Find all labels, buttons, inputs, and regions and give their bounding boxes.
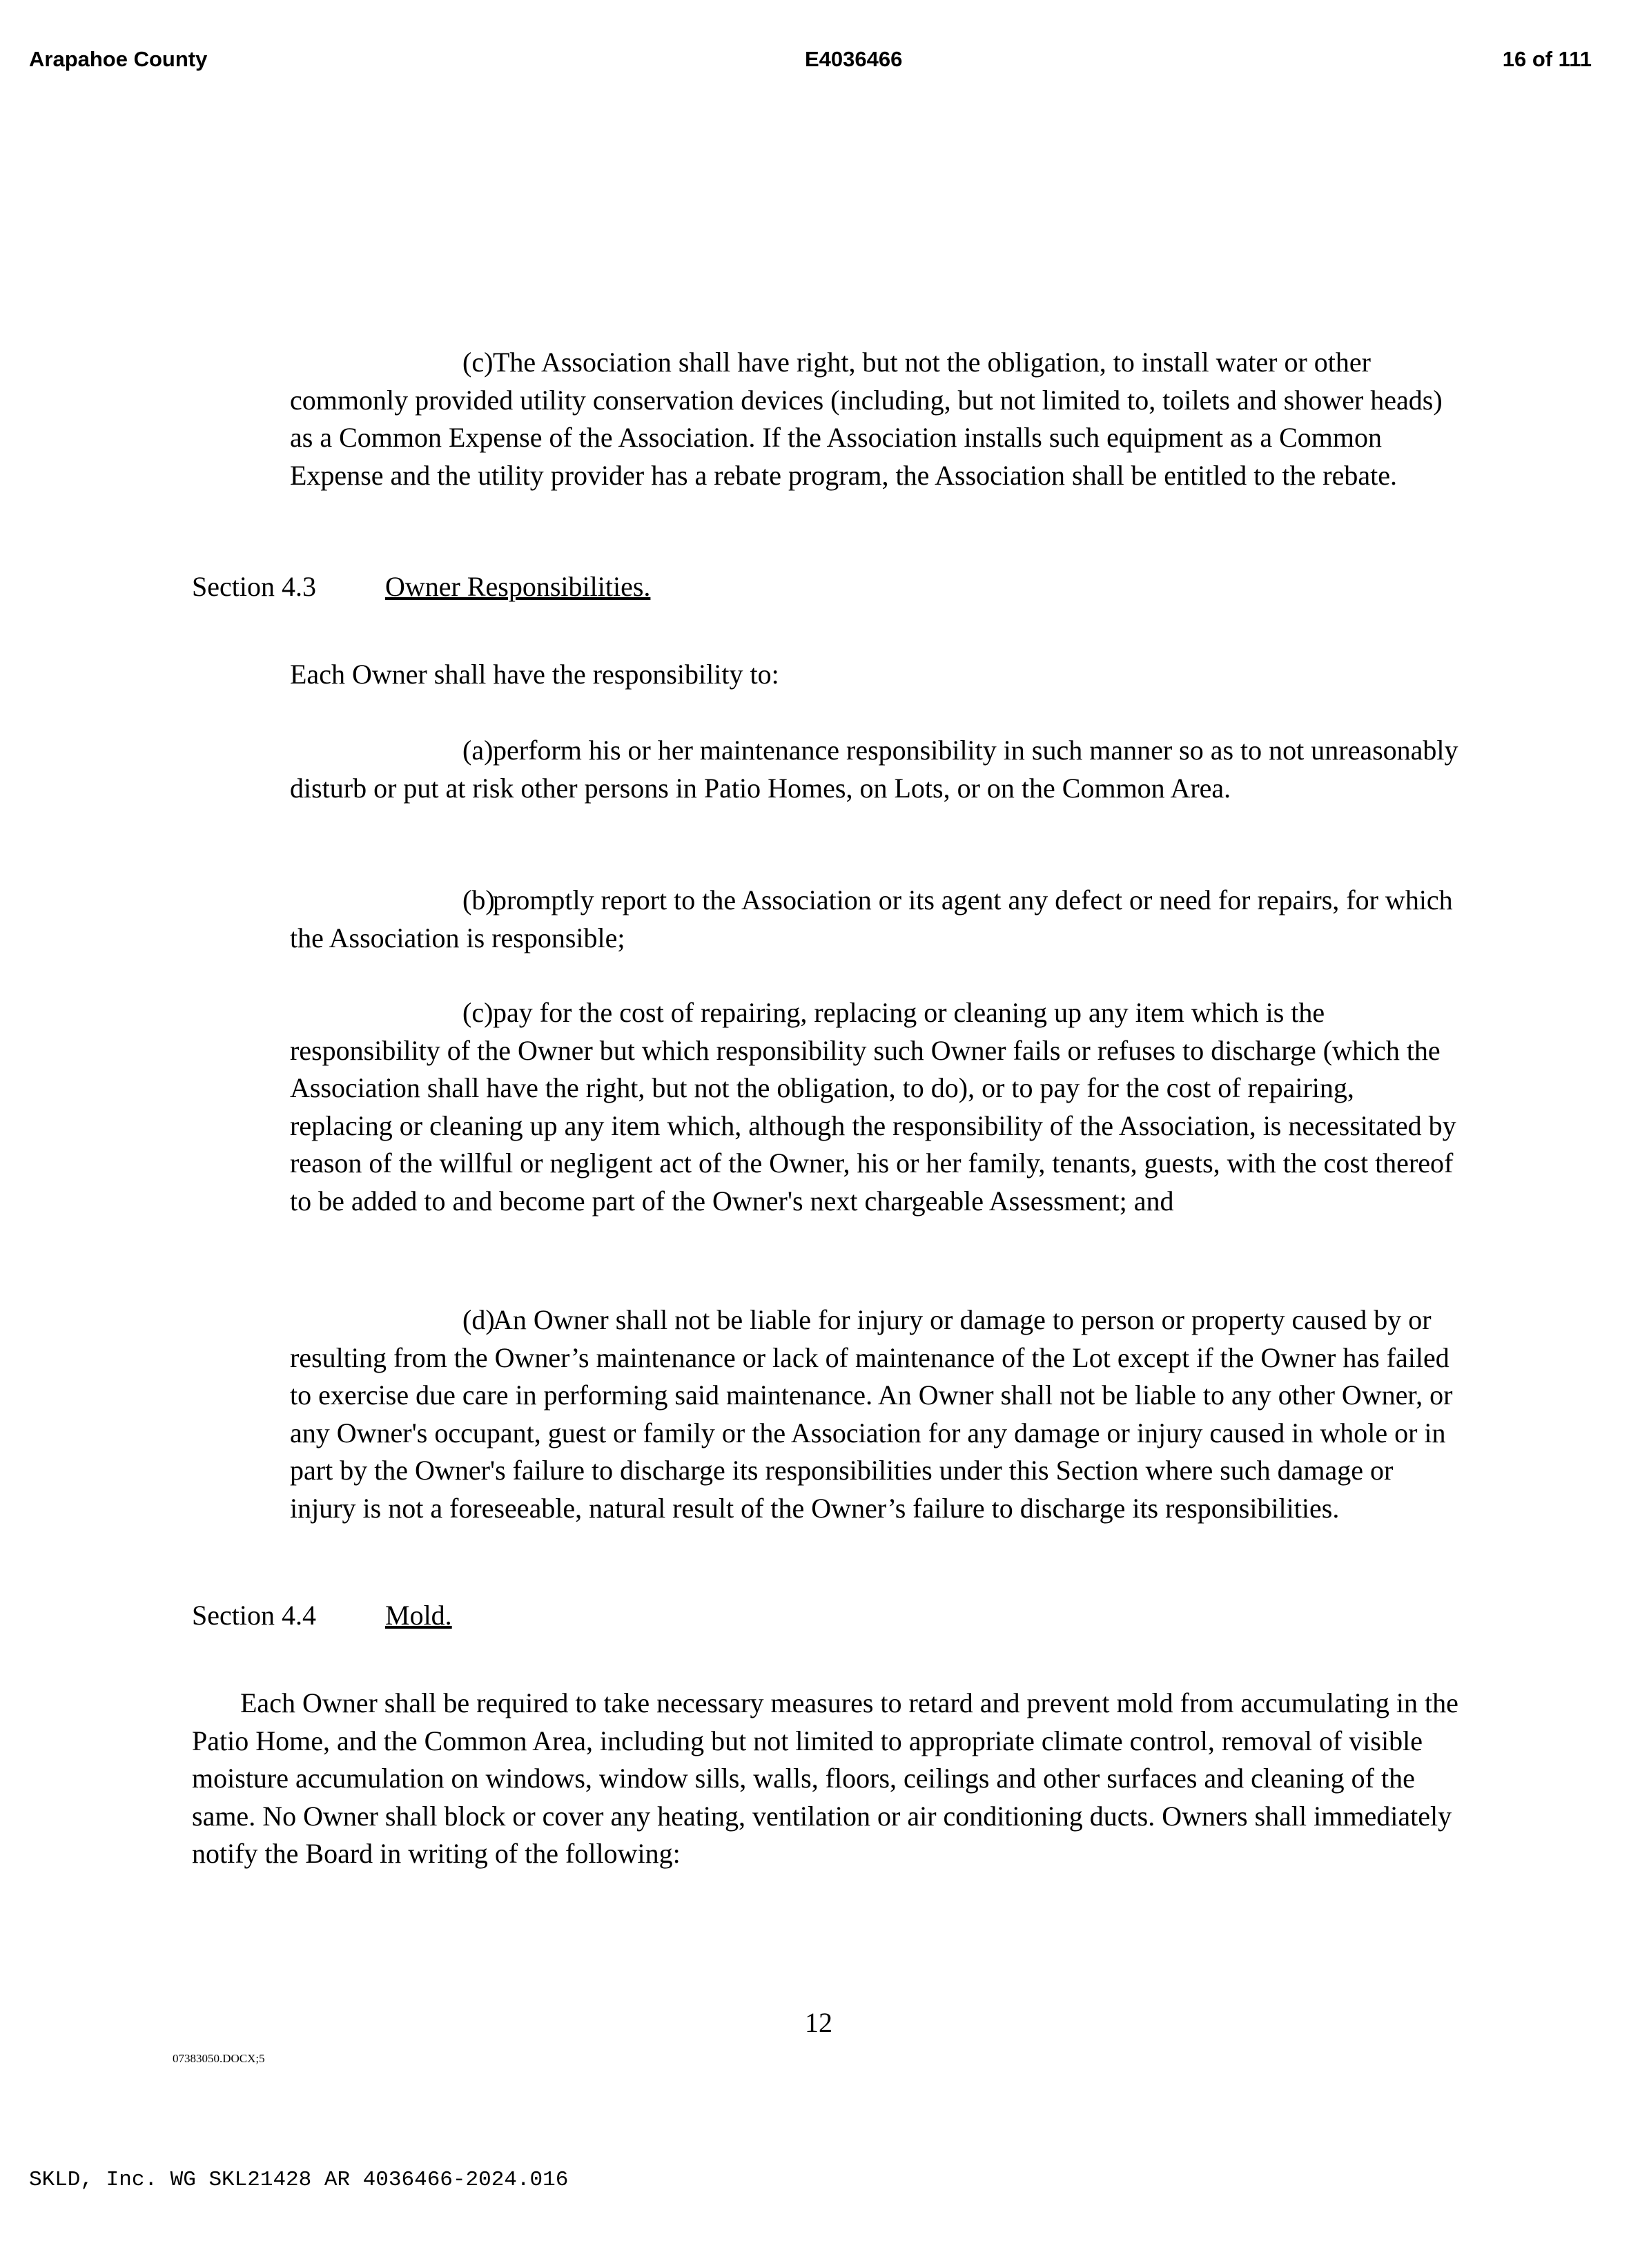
- item-label: (a): [462, 735, 494, 766]
- recording-stamp: SKLD, Inc. WG SKL21428 AR 4036466-2024.016: [29, 2168, 569, 2192]
- item-text: promptly report to the Association or its agent any defect or need for repairs, for which the Association is responsible;: [290, 884, 1453, 953]
- section-intro: Each Owner shall have the responsibility to:: [290, 659, 779, 690]
- list-item-d: [290, 1301, 1463, 1527]
- item-text: pay for the cost of repairing, replacing or cleaning up any item which is the responsibility of the Owner but which responsibility such Owner fails or refuses to discharge (which the Association shall have the right, but not the obligation, to do), or to pay for the cost of repairing, replacing or cleaning up any item which, although the responsibility of the Association, is necessitated by reason of the willful or negligent act of the Owner, his or her family, tenants, guests, with the cost thereof to be added to and become part of the Owner's next chargeable Assessment; and: [290, 997, 1456, 1217]
- paragraph-text: The Association shall have right, but not the obligation, to install water or other commonly provided utility conservation devices (including, but not limited to, toilets and shower heads) as a Common Expense of the Association. If the Association installs such equipment as a Common Expense and the utility provider has a rebate program, the Association shall be entitled to the rebate.: [290, 347, 1443, 491]
- mold-paragraph: Each Owner shall be required to take necessary measures to retard and prevent mold from accumulating in the Patio Home, and the Common Area, including but not limited to appropriate climate control, removal of visible moisture accumulation on windows, window sills, walls, floors, ceilings and other surfaces and cleaning of the same. No Owner shall block or cover any heating, ventilation or air conditioning ducts. Owners shall immediately notify the Board in writing of the following:: [192, 1687, 1458, 1869]
- list-item-a: [290, 732, 1463, 807]
- item-label: (c): [462, 997, 494, 1028]
- item-text: perform his or her maintenance responsibility in such manner so as to not unreasonably disturb or put at risk other persons in Patio Homes, on Lots, or on the Common Area.: [290, 735, 1458, 804]
- section-number: Section 4.4: [192, 1600, 316, 1631]
- section-title: Mold.: [385, 1600, 452, 1631]
- page-count: 16 of 111: [1502, 47, 1592, 71]
- section-title: Owner Responsibilities.: [385, 571, 651, 602]
- list-item-b: [290, 882, 1463, 957]
- item-label: (b): [462, 884, 495, 915]
- item-text: An Owner shall not be liable for injury or damage to person or property caused by or resulting from the Owner’s maintenance or lack of maintenance of the Lot except if the Owner has failed to exercise due care in performing said maintenance. An Owner shall not be liable to any other Owner, or any Owner's occupant, guest or family or the Association for any damage or injury caused in whole or in part by the Owner's failure to discharge its responsibilities under this Section where such damage or injury is not a foreseeable, natural result of the Owner’s failure to discharge its responsibilities.: [290, 1304, 1453, 1524]
- paragraph-label: (c): [462, 347, 494, 378]
- item-label: (d): [462, 1304, 495, 1335]
- reception-number: E4036466: [805, 47, 903, 71]
- document-id: 07383050.DOCX;5: [173, 2052, 265, 2065]
- county-header: Arapahoe County: [29, 47, 208, 71]
- list-item-c: [290, 994, 1463, 1220]
- section-heading-4-3: [192, 570, 650, 603]
- section-number: Section 4.3: [192, 571, 316, 602]
- section-heading-4-4: [192, 1599, 452, 1631]
- page-number: 12: [805, 2007, 832, 2038]
- paragraph-c-conservation: [290, 344, 1463, 494]
